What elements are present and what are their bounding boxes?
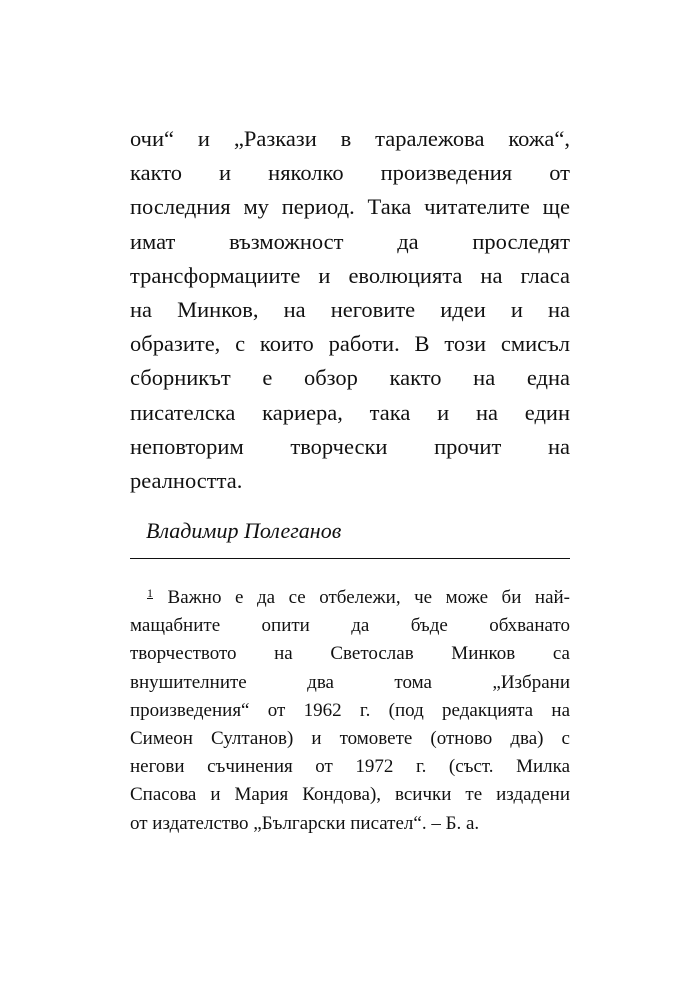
footnote-line: от издателство „Български писател“. – Б. а. bbox=[130, 812, 480, 834]
footnote-line: творчеството на Светослав Минков са bbox=[130, 643, 570, 665]
body-line: на Минков, на неговите идеи и на bbox=[130, 297, 570, 323]
body-paragraph bbox=[130, 122, 570, 498]
body-line: трансформациите и еволюцията на гласа bbox=[130, 262, 570, 288]
footnote bbox=[130, 579, 570, 838]
body-line: както и няколко произведения от bbox=[130, 160, 570, 186]
footnote-line: внушителните два тома „Избрани bbox=[130, 671, 570, 693]
footnote-line: Симеон Султанов) и томовете (отново два) с bbox=[130, 728, 570, 750]
body-line: очи“ и „Разкази в таралежова кожа“, bbox=[130, 126, 570, 151]
footnote-line bbox=[130, 579, 570, 612]
footnote-line-text: Важно е да се отбележи, че може би най- bbox=[167, 587, 570, 608]
body-line: образите, с които работи. В този смисъл bbox=[130, 331, 570, 357]
footnote-line: произведения“ от 1962 г. (под редакцията на bbox=[130, 699, 570, 721]
body-line: последния му период. Така читателите ще bbox=[130, 194, 570, 220]
footnote-divider bbox=[130, 558, 570, 559]
body-line: реалността. bbox=[130, 468, 243, 494]
author-signature: Владимир Полеганов bbox=[146, 518, 342, 543]
body-line: неповторим творчески прочит на bbox=[130, 433, 570, 459]
footnote-line: Спасова и Мария Кондова), всички те издадени bbox=[130, 784, 570, 806]
body-line: сборникът е обзор както на една bbox=[130, 365, 570, 391]
footnote-line: негови съчинения от 1972 г. (съст. Милка bbox=[130, 756, 570, 778]
body-line: имат възможност да проследят bbox=[130, 228, 570, 254]
footnote-marker[interactable]: 1 bbox=[147, 586, 153, 600]
body-line: писателска кариера, така и на един bbox=[130, 399, 570, 425]
footnote-line: мащабните опити да бъде обхванато bbox=[130, 615, 570, 637]
